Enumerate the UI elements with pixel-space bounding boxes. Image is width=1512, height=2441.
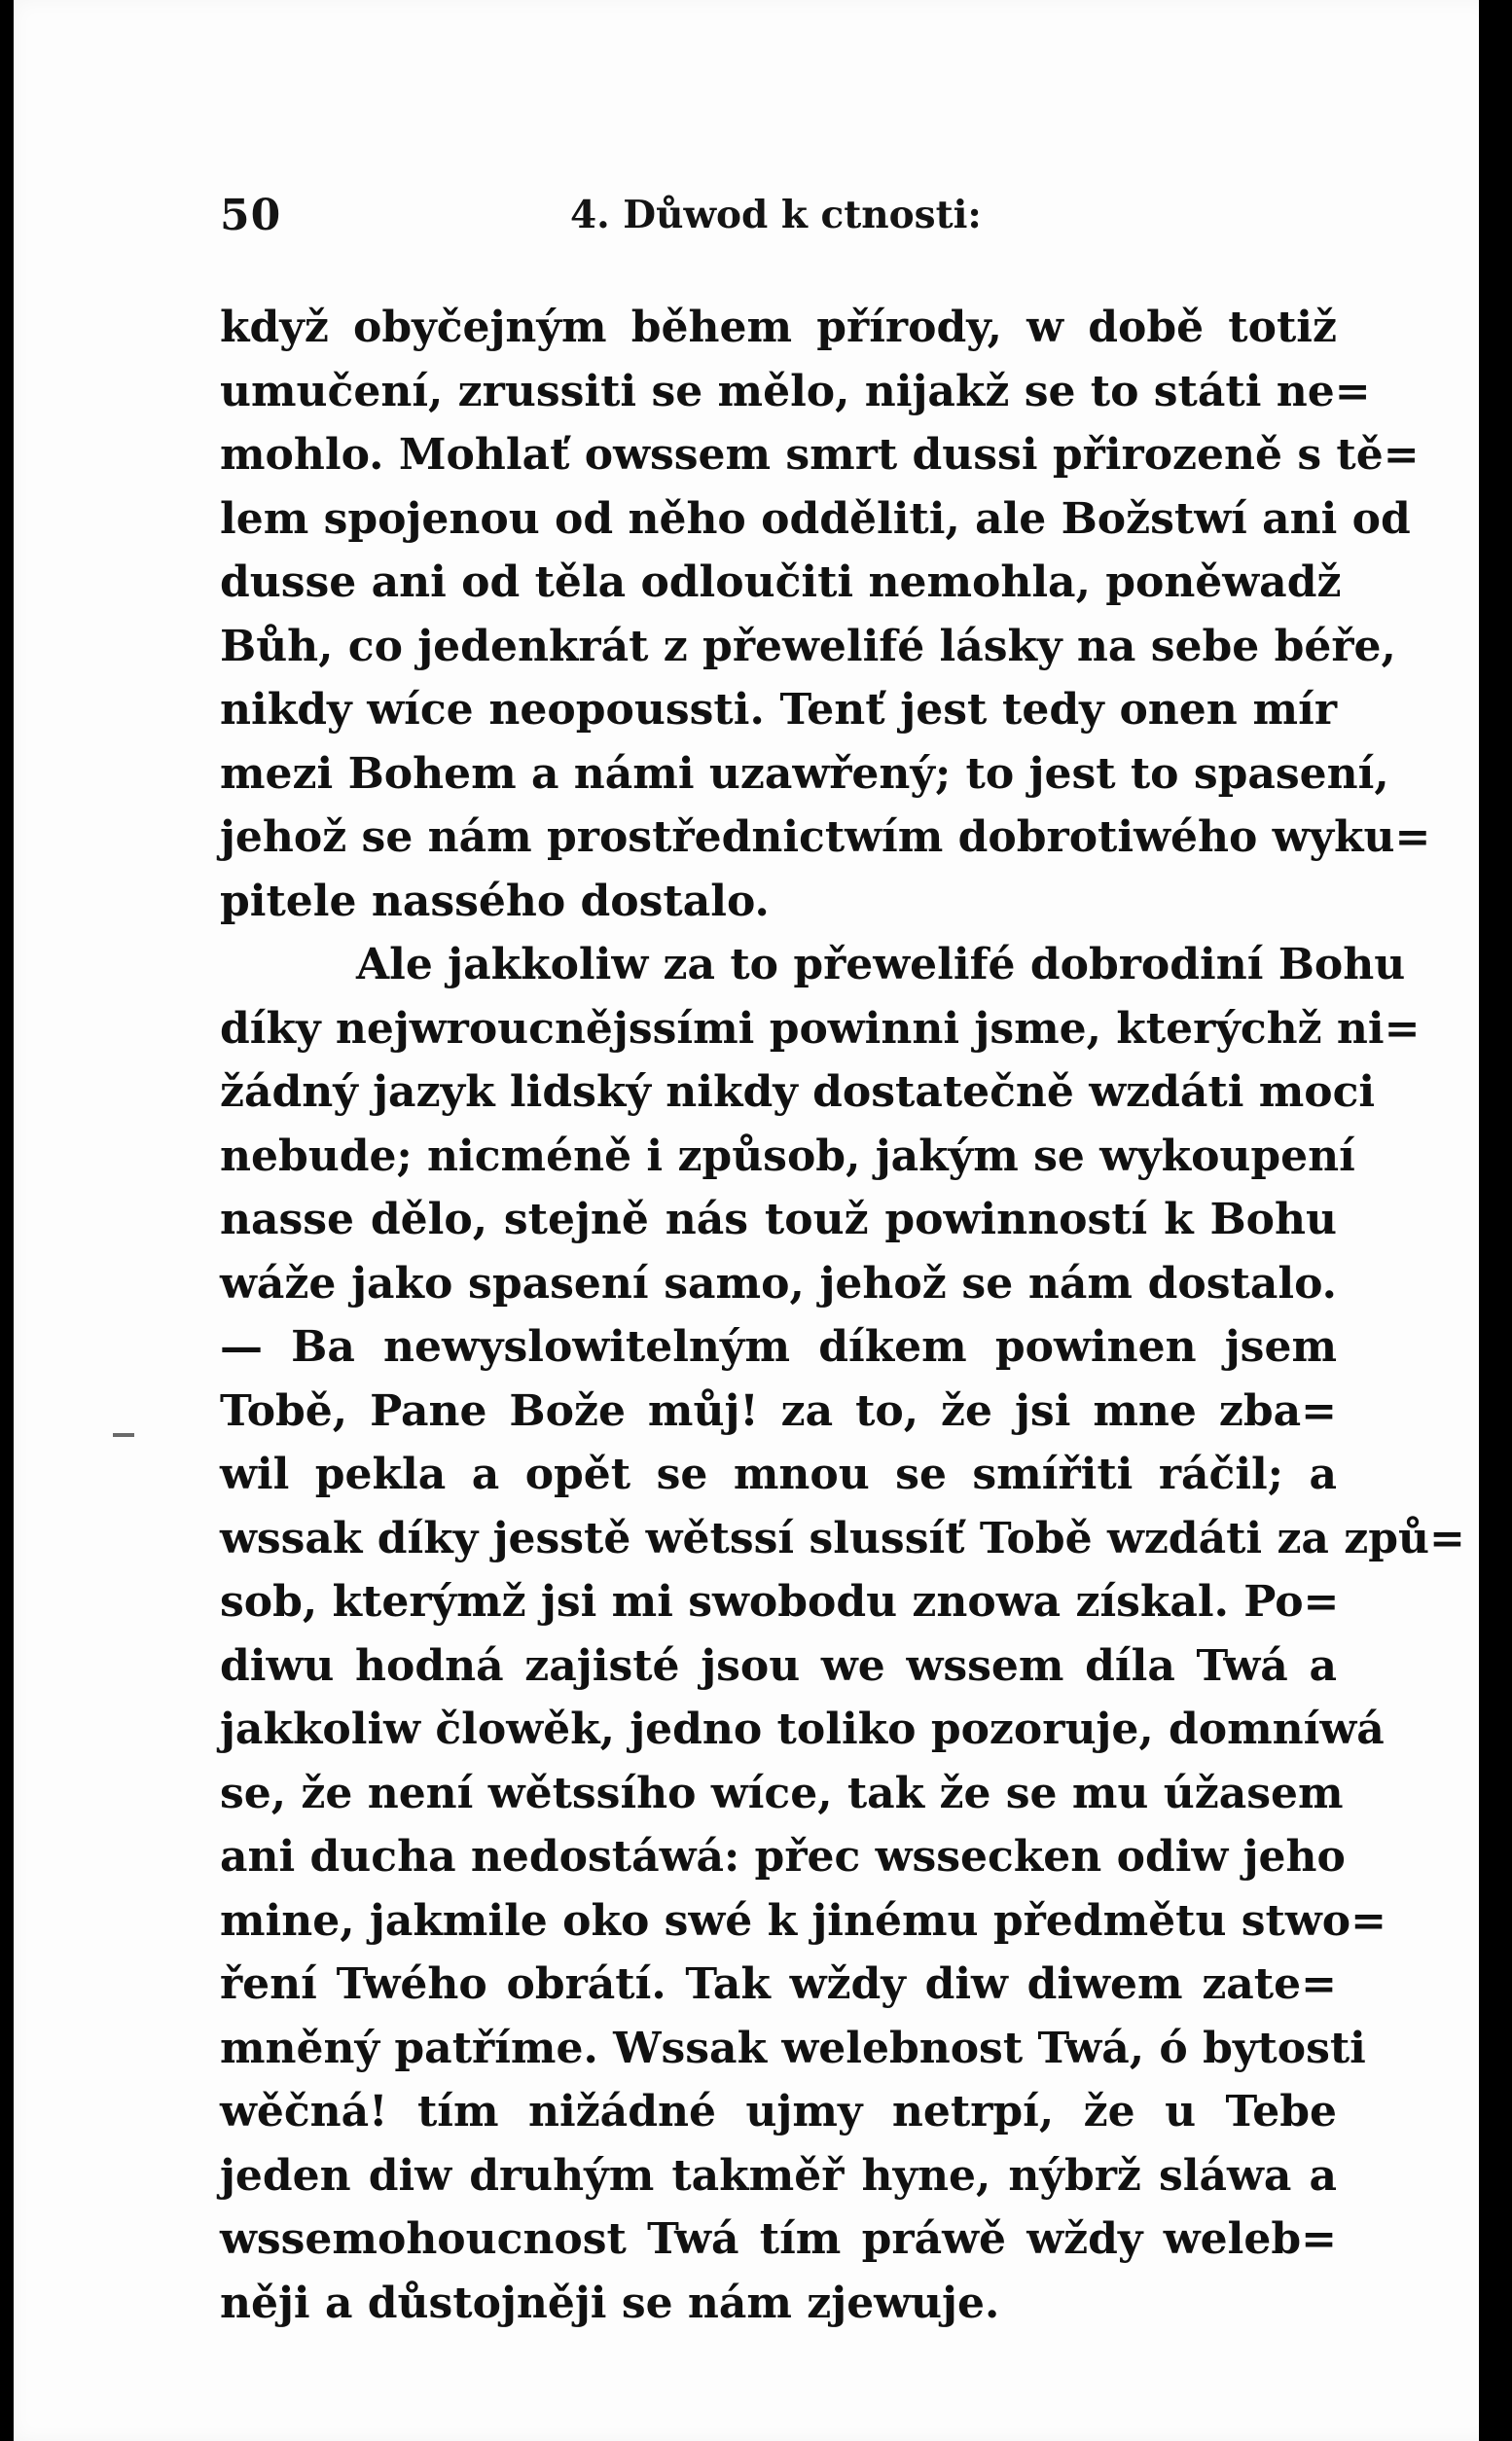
text-line: wěčná! tím nižádné ujmy netrpí, že u Tebe	[220, 2087, 1337, 2136]
running-head	[14, 191, 1493, 249]
running-title: 4. Důwod k ctnosti:	[570, 193, 982, 237]
text-line: diwu hodná zajisté jsou we wssem díla Twá a	[220, 1640, 1337, 1691]
page-number: 50	[220, 191, 282, 240]
text-line: mezi Bohem a námi uzawřený; to jest to spasení,	[220, 748, 1389, 799]
text-line: sob, kterýmž jsi mi swobodu znowa získal. Po=	[220, 1577, 1340, 1627]
text-line: ani ducha nedostáwá: přec wssecken odiw jeho	[220, 1832, 1346, 1882]
paragraph-end-line: něji a důstojněji se nám zjewuje.	[220, 2278, 1000, 2328]
scan-edge	[1479, 0, 1493, 2441]
text-line: ření Twého obrátí. Tak wždy diw diwem zate=	[220, 1959, 1337, 2009]
paragraph-end-line: pitele nassého dostalo.	[220, 876, 770, 926]
body-text	[220, 296, 1465, 2335]
margin-mark	[113, 1433, 134, 1437]
book-page	[14, 0, 1493, 2441]
text-line: dusse ani od těla odloučiti nemohla, poněwadž	[220, 557, 1342, 607]
text-line: žádný jazyk lidský nikdy dostatečně wzdáti moci	[220, 1067, 1376, 1117]
text-line: Tobě, Pane Bože můj! za to, že jsi mne zba=	[220, 1385, 1337, 1436]
text-line: wssak díky jesstě wětssí slussíť Tobě wzdáti za způ=	[220, 1513, 1465, 1563]
text-line: nebude; nicméně i způsob, jakým se wykoupení	[220, 1131, 1355, 1181]
text-line: jehož se nám prostřednictwím dobrotiwého wyku=	[220, 812, 1431, 862]
text-line: mohlo. Mohlať owssem smrt dussi přirozeně s tě=	[220, 430, 1420, 480]
text-line: jakkoliw člowěk, jedno toliko pozoruje, domníwá	[220, 1705, 1385, 1754]
text-line: jeden diw druhým takměř hyne, nýbrž sláwa a	[220, 2150, 1337, 2201]
text-line: Bůh, co jedenkrát z přewelifé lásky na sebe béře,	[220, 621, 1396, 671]
paragraph-start-line: Ale jakkoliw za to přewelifé dobrodiní Bohu	[356, 940, 1406, 989]
text-line: nikdy wíce neopoussti. Tenť jest tedy onen mír	[220, 685, 1337, 735]
text-line: nasse dělo, stejně nás touž powinností k Bohu	[220, 1195, 1337, 1244]
text-line: wáže jako spasení samo, jehož se nám dostalo.	[220, 1258, 1337, 1309]
text-line: se, že není wětssího wíce, tak že se mu úžasem	[220, 1768, 1344, 1818]
text-line: wil pekla a opět se mnou se smířiti ráčil; a	[220, 1450, 1337, 1499]
text-line: když obyčejným během přírody, w době totiž	[220, 303, 1337, 352]
text-line: mine, jakmile oko swé k jinému předmětu stwo=	[220, 1895, 1386, 1946]
text-line: — Ba newyslowitelným díkem powinen jsem	[220, 1322, 1337, 1372]
text-line: wssemohoucnost Twá tím práwě wždy weleb=	[220, 2214, 1337, 2264]
text-line: díky nejwroucnějssími powinni jsme, kterýchž ni=	[220, 1003, 1421, 1054]
text-line: umučení, zrussiti se mělo, nijakž se to státi ne=	[220, 366, 1371, 416]
text-line: mněný patříme. Wssak welebnost Twá, ó bytosti	[220, 2023, 1366, 2073]
text-line: lem spojenou od něho odděliti, ale Božstwí ani od	[220, 493, 1411, 544]
